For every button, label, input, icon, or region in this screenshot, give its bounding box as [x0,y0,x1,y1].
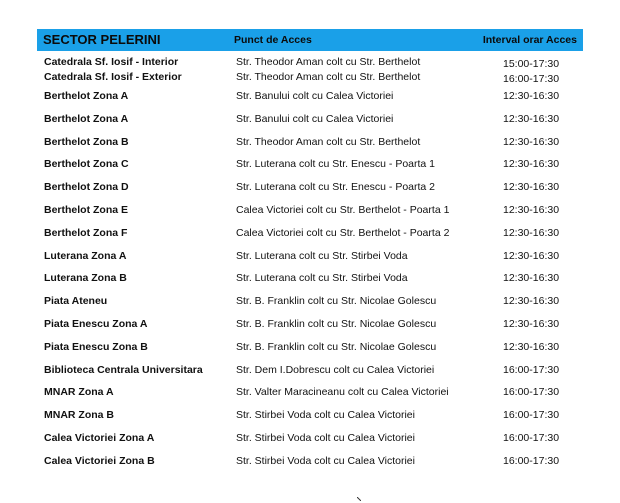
table-header [37,29,583,51]
sector-cell: Biblioteca Centrala Universitara [44,363,203,376]
sector-cell: Berthelot Zona C [44,158,129,171]
access-point-cell: Str. Theodor Aman colt cu Str. Berthelot [236,135,421,148]
interval-cell: 12:30-16:30 [503,226,560,239]
table-row [37,290,583,313]
header-access-point: Punct de Acces [234,34,312,46]
table-row [37,131,583,154]
interval-cell: 12:30-16:30 [503,317,560,330]
table-row [37,336,583,359]
table-row [37,381,583,404]
access-point-cell: Str. Theodor Aman colt cu Str. Berthelot [236,56,421,68]
access-point-cell: Str. Banului colt cu Calea Victoriei [236,112,394,125]
sector-cell: Luterana Zona B [44,272,127,285]
interval-cell: 12:30-16:30 [503,340,560,353]
interval-cell: 12:30-16:30 [503,90,560,102]
table-row [37,359,583,382]
table-row [37,70,583,85]
interval-cell: 16:00-17:30 [503,454,560,467]
sector-cell: Catedrala Sf. Iosif - Interior [44,56,179,68]
sector-cell: Berthelot Zona B [44,135,129,148]
access-point-cell: Str. Theodor Aman colt cu Str. Berthelot [236,71,421,83]
table-row [37,404,583,427]
sector-cell: Berthelot Zona A [44,112,129,125]
interval-cell: 12:30-16:30 [503,112,560,125]
sector-cell: MNAR Zona A [44,386,114,399]
table-row [37,245,583,268]
interval-cell: 16:00-17:30 [503,386,560,399]
interval-cell: 12:30-16:30 [503,295,560,308]
access-point-cell: Str. Luterana colt cu Str. Enescu - Poarta 1 [236,158,436,171]
interval-cell: 12:30-16:30 [503,135,560,148]
sector-cell: Piata Enescu Zona B [44,340,148,353]
sector-cell: Berthelot Zona E [44,203,129,216]
interval-cell: 12:30-16:30 [503,158,560,171]
interval-cell: 15:00-17:30 [503,58,560,70]
access-point-cell: Str. Luterana colt cu Str. Stirbei Voda [236,272,408,285]
table-row [37,267,583,290]
access-point-cell: Str. Stirbei Voda colt cu Calea Victoriei [236,409,415,422]
table-row [37,313,583,336]
sector-cell: Catedrala Sf. Iosif - Exterior [44,71,182,83]
interval-cell: 16:00-17:30 [503,431,560,444]
sector-cell: Berthelot Zona F [44,226,128,239]
access-point-cell: Str. Dem I.Dobrescu colt cu Calea Victoriei [236,363,435,376]
table-row [37,85,583,108]
table-row [37,108,583,131]
access-point-cell: Str. Banului colt cu Calea Victoriei [236,90,394,102]
access-point-cell: Str. Stirbei Voda colt cu Calea Victoriei [236,431,415,444]
access-point-cell: Calea Victoriei colt cu Str. Berthelot - Poarta 2 [236,226,450,239]
interval-cell: 12:30-16:30 [503,249,560,262]
sector-cell: Piata Enescu Zona A [44,317,148,330]
access-point-cell: Str. Valter Maracineanu colt cu Calea Victoriei [236,386,449,399]
sector-cell: Berthelot Zona A [44,90,129,102]
sector-cell: Luterana Zona A [44,249,127,262]
access-point-cell: Str. Luterana colt cu Str. Stirbei Voda [236,249,408,262]
access-point-cell: Str. B. Franklin colt cu Str. Nicolae Golescu [236,340,437,353]
table-row [37,176,583,199]
table-row [37,450,583,473]
sector-cell: Berthelot Zona D [44,181,129,194]
sector-cell: Piata Ateneu [44,295,108,308]
interval-cell: 12:30-16:30 [503,181,560,194]
sector-cell: Calea Victoriei Zona A [44,431,155,444]
access-point-cell: Str. B. Franklin colt cu Str. Nicolae Golescu [236,295,437,308]
access-point-cell: Str. Luterana colt cu Str. Enescu - Poarta 2 [236,181,436,194]
access-point-cell: Str. Stirbei Voda colt cu Calea Victoriei [236,454,415,467]
interval-cell: 12:30-16:30 [503,272,560,285]
sector-cell: Calea Victoriei Zona B [44,454,155,467]
header-sector: SECTOR PELERINI [43,32,161,47]
sector-cell: MNAR Zona B [44,409,114,422]
table-row [37,199,583,222]
header-access-interval: Interval orar Acces [482,34,577,46]
interval-cell: 16:00-17:30 [503,363,560,376]
table-row [37,55,583,70]
table-row [37,153,583,176]
table-row [37,427,583,450]
interval-cell: 12:30-16:30 [503,203,560,216]
access-point-cell: Str. B. Franklin colt cu Str. Nicolae Golescu [236,317,437,330]
interval-cell: 16:00-17:30 [503,409,560,422]
interval-cell: 16:00-17:30 [503,73,560,85]
table-row [37,222,583,245]
table-body [37,51,583,473]
pilgrim-access-table [37,29,583,473]
access-point-cell: Calea Victoriei colt cu Str. Berthelot - Poarta 1 [236,203,450,216]
page-mark [357,497,361,501]
